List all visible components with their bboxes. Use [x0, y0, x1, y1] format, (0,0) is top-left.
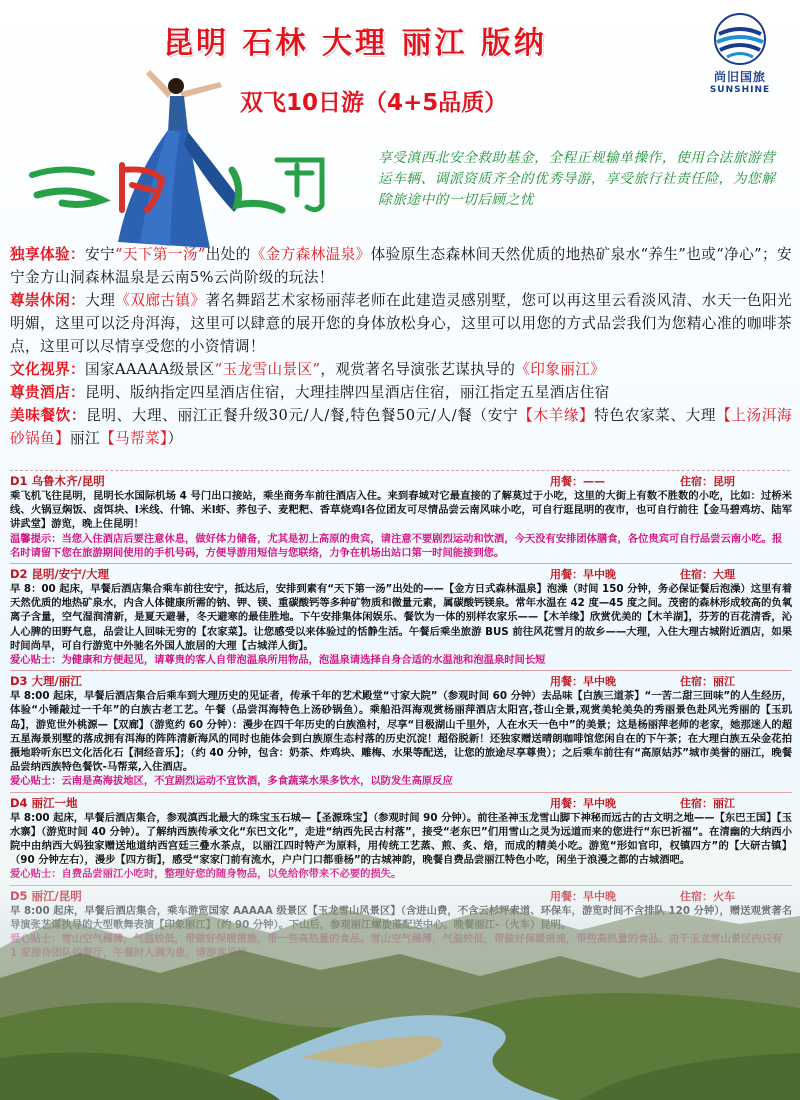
feature-leisure [10, 289, 792, 358]
day-title: D4 丽江一地 [10, 795, 78, 810]
itinerary-day-2 [10, 567, 792, 671]
feature-dining [10, 404, 792, 450]
day-title: D1 乌鲁木齐/昆明 [10, 474, 105, 488]
day-hotel: 住宿：昆明 [680, 475, 735, 488]
day-description: 早 8：00 起床，早餐后酒店集合乘车前往安宁，抵达后，安排到素有“天下第一汤”出处的——【金方日式森林温泉】泡澡（时间 150 分钟，务必保证餐后泡澡）这里有着天然优质的地热矿泉水，内含人体健康所需的钠、钾、镁、重碳酸钙等多种矿物质和微量元素，属碳酸钙镁泉。常年水温在 42 度—45 度之间。茂密的森林形成较高的负氧离子含量，空气湿润清新，是夏天避暑，冬天避寒的最佳胜地。下午安排集体闲娱乐、餐饮为一体的别样农家乐——【木羊缘】欣赏优美的【木羊湖】，芬芳的百花清香，沁人心脾的田野气息，品尝让人回味无穷的【农家菜】。让您感受以来体验过的恬静生活。午餐后乘坐旅游 BUS 前往风花雪月的故乡——大理，入住大理古城附近酒店，如果时间尚早，可自行游览中外驰名外国人旅居的大理【古城洋人街】。 [10, 583, 792, 652]
feature-text: 安宁 [84, 246, 115, 263]
river-valley-landscape [0, 858, 800, 1100]
day-hotel: 住宿：丽江 [680, 796, 735, 810]
day-divider [10, 670, 792, 671]
day-title: D3 大理/丽江 [10, 674, 82, 689]
feature-text: 昆明、版纳指定四星酒店住宿，大理挂牌四星酒店住宿，丽江指定五星酒店住宿 [84, 384, 610, 401]
day-divider [10, 792, 792, 793]
feature-highlight: 《印象丽江》 [515, 361, 606, 378]
day-description: 早 8:00 起床，早餐后酒店集合后乘车到大理历史的见证者，传承千年的艺术殿堂“寸家大院”（参观时间 60 分钟）去品味【白族三道茶】“一苦二甜三回味”的人生经历，体验“小锤敲过一千年”的白族古老工艺。午餐（品尝洱海特色上汤砂锅鱼）。乘船沿洱海观赏杨丽萍酒店太阳宫,苍山全景,观赏美轮美奂的秀丽景色赴风光秀丽的【玉玑岛】，游览世外桃源—【双廊】（游览约 60 分钟）：漫步在四千年历史的白族渔村，尽享“目极湖山千里外，人在水天一色中”的美景；这是杨丽萍老师的老家，她那迷人的超五星海景别墅的落成拥有洱海的阵阵清新海风的同时也能体会到白族原生态村落的历史沉淀！超俗脱新！还独家赠送晴朗咖啡馆您闲自在的下午茶；在大理白族五朵金花拍摄地聆听东巴文化活化石【洞经音乐】；（约 40 分钟，包含：奶茶、炸鸡块、雕梅、水果等配送，让您的旅途尽享尊贵）；之后乘车前往有“高原姑苏”城市美誉的丽江，晚餐品尝纳西族特色餐饮-马帮菜,入住酒店。 [10, 690, 792, 774]
feature-culture [10, 358, 792, 381]
day-meal: 用餐：早中晚 [550, 675, 616, 689]
feature-hotel [10, 381, 792, 404]
day-description: 乘飞机飞往昆明，昆明长水国际机场 4 号门出口接站，乘坐商务车前往酒店入住。来到春城对它最直接的了解莫过于小吃，这里的大街上有数不胜数的小吃，比如：过桥米线、火锅豆焖饭、卤饵块、Ⅰ米线、什锦、米Ⅰ虾、荞包子、麦粑粑、香草烧鸡Ⅰ各位团友可尽情品尝云南风味小吃，可自行逛昆明的夜市，也可自行前往【金马碧鸡坊、陆军讲武堂】游览，晚上住昆明！ [10, 490, 792, 531]
feature-text: 昆明、大理、丽江正餐升级30元/人/餐,特色餐50元/人/餐（安宁 [86, 407, 519, 424]
feature-label: 美味餐饮： [10, 407, 87, 424]
brand-name-en: SUNSHINE [709, 85, 771, 95]
feature-label: 尊贵酒店： [10, 384, 85, 401]
feature-text: 特色农家菜、大理 [594, 407, 717, 424]
page-subtitle: 双飞10日游（4+5品质） [240, 90, 508, 116]
day-tip: 爱心贴士：云南是高海拔地区，不宜剧烈运动不宜饮酒，多食蔬菜水果多饮水，以防发生高原反应 [10, 775, 453, 788]
feature-highlight: “玉龙雪山景区” [214, 361, 321, 378]
feature-text: 体验原生态森林间天然优质的地热矿泉水“养生”也或“净心”；安宁金方山洞森林温泉是云南5%云尚阶级的玩法！ [10, 246, 792, 286]
feature-highlight: “天下第一汤” [114, 246, 206, 263]
day-tip: 温馨提示：当您入住酒店后要注意休息，做好体力储备，尤其是初上高原的贵宾，请注意不要剧烈运动和饮酒，今天没有安排团体膳食，各位贵宾可自行品尝云南小吃。报名时请留下您在旅游期间使用的手机号码，方便导游用短信与您联络，力争在机场出站口第一时间能接到您。 [10, 532, 783, 559]
feature-highlight: 【木羊缘】 [518, 407, 595, 424]
page-title: 昆明 石林 大理 丽江 版纳 [163, 26, 547, 61]
itinerary-day-3 [10, 674, 792, 792]
day-description: 早 8:00 起床，早餐后酒店集合，参观滇西北最大的珠宝玉石城—【圣源珠宝】（参观时间 90 分钟）。前往圣神玉龙雪山脚下神秘而远古的古文明之地——【东巴王国】【玉水寨】（游览时间 40 分钟）。了解纳西族传承文化“东巴文化”，走进“纳西先民古村落”，接受“老东巴”们用雪山之灵为远道而来的您进行“东巴祈福”。在清幽的大纳西小院中由纳西大妈独家赠送地道纳西宫廷三叠水茶点，以丽江四时特产为原料，用传统工艺蒸、煎、炙、焙，而成的精美小吃。游览“形如官印，权镇四方”的【大研古镇】 [10, 811, 792, 853]
feature-label: 文化视界： [10, 361, 85, 378]
day-divider [10, 563, 792, 564]
feature-highlight: 《双廊古镇》 [115, 292, 206, 309]
feature-label: 独享体验： [10, 246, 85, 263]
feature-text: ，观赏著名导演张艺谋执导的 [320, 361, 516, 378]
feature-highlight: 【马帮菜】 [99, 430, 168, 447]
globe-logo-icon [713, 12, 767, 66]
feature-text: 出处的 [205, 246, 251, 263]
day-hotel: 住宿：大理 [680, 568, 735, 582]
yunnan-calligraphy-art [22, 145, 352, 220]
feature-text: 大理 [85, 292, 116, 309]
feature-highlight: 【上汤洱海砂锅鱼】 [10, 407, 792, 447]
feature-exclusive [10, 243, 792, 289]
feature-highlight: 《金方森林温泉》 [250, 246, 371, 263]
day-meal: 用餐：—— [550, 475, 605, 488]
feature-text: ） [167, 430, 183, 447]
brand-logo [690, 12, 790, 95]
brand-name-cn: 尚旧国旅 [713, 70, 766, 84]
day-meal: 用餐：早中晚 [550, 796, 616, 810]
section-divider [10, 470, 790, 471]
feature-text: 丽江 [69, 430, 100, 447]
day-hotel: 住宿：丽江 [680, 675, 735, 689]
feature-text: 国家AAAAA级景区 [84, 361, 215, 378]
day-tip: 爱心贴士：为健康和方便起见，请尊贵的客人自带泡温泉所用物品，泡温泉请选择自身合适的水温池和泡温泉时间长短 [10, 654, 546, 667]
day-title: D2 昆明/安宁/大理 [10, 567, 109, 582]
feature-text: 著名舞蹈艺术家杨丽萍老师在此建造灵感别墅，您可以再这里云看淡风清、水天一色阳光明媚，这里可以泛舟洱海，这里可以肆意的展开您的身体放松身心，这里可以用您的方式品尝我们为您精心准的咖啡茶点，这里可以尽情享受您的小资情调！ [10, 292, 792, 355]
feature-list [10, 243, 792, 450]
feature-label: 尊崇休闲： [10, 292, 86, 309]
day-meal: 用餐：早中晚 [550, 568, 616, 582]
itinerary-day-1 [10, 474, 792, 564]
promo-slogan: 享受滇西北安全救助基金，全程正规输单操作，使用合法旅游营运车辆、调派资质齐全的优秀导游，享受旅行社责任险，为您解除旅途中的一切后顾之忧 [378, 150, 776, 208]
